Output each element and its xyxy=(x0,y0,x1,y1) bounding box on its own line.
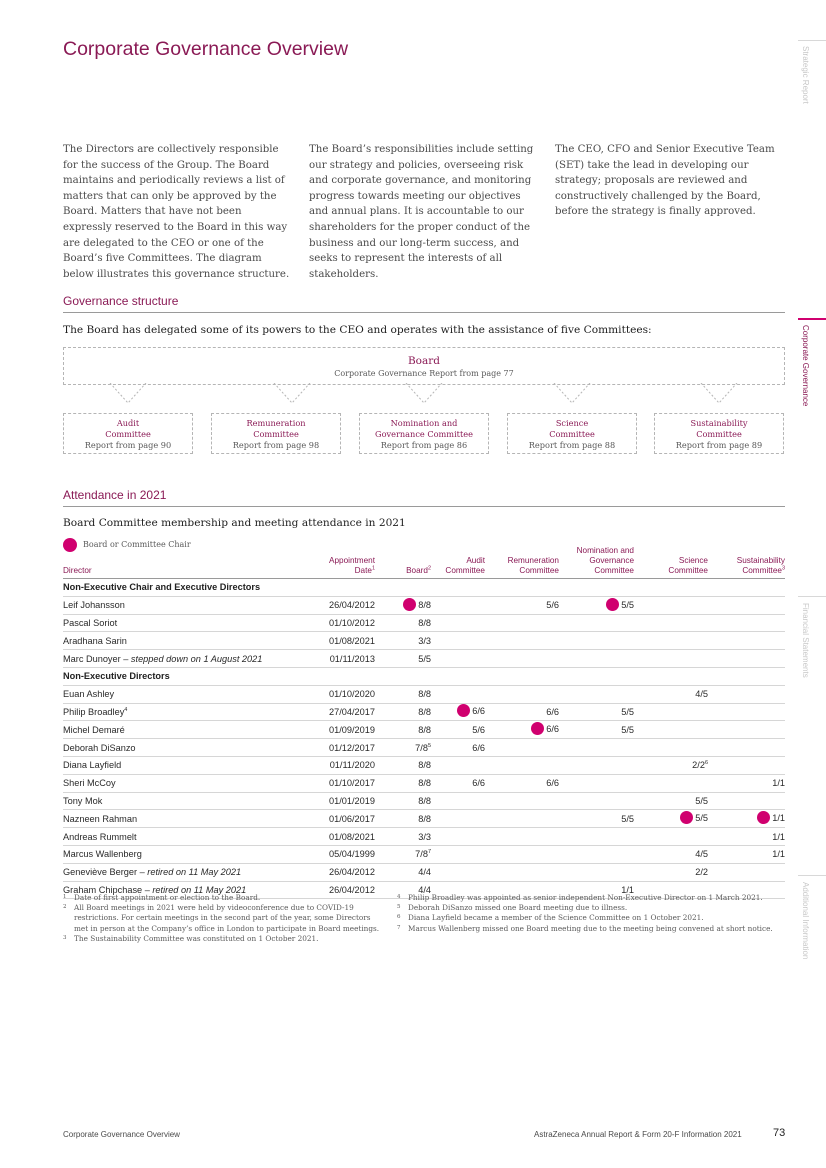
col-label: Sustainability xyxy=(736,556,785,565)
footnotes-right xyxy=(397,893,785,934)
footnote xyxy=(397,893,785,903)
committee-line1: Nomination and xyxy=(390,418,458,428)
name: Philip Broadley xyxy=(63,706,125,717)
science-attendance xyxy=(634,721,708,739)
director-name: Michel Demaré xyxy=(63,721,295,739)
director-name: Tony Mok xyxy=(63,792,295,810)
side-tab-corporate-governance[interactable]: Corporate Governance xyxy=(801,325,810,407)
table-row xyxy=(63,632,785,650)
audit-attendance xyxy=(431,756,485,774)
science-attendance xyxy=(634,739,708,757)
footnotes-left xyxy=(63,893,383,944)
nomination-attendance xyxy=(559,863,634,881)
col-label: Committee xyxy=(519,566,559,575)
group-label: Non-Executive Directors xyxy=(63,667,785,685)
nomination-attendance xyxy=(559,685,634,703)
committee-box-sustainability xyxy=(654,413,784,454)
connector-nomination xyxy=(406,383,442,403)
audit-attendance xyxy=(431,828,485,846)
footnote xyxy=(397,924,785,934)
board-attendance: 8/8 xyxy=(375,721,431,739)
footnote xyxy=(397,913,785,923)
audit-attendance xyxy=(431,863,485,881)
appointment-date: 01/01/2019 xyxy=(295,792,375,810)
chair-dot-icon xyxy=(457,704,470,717)
table-group-row xyxy=(63,579,785,597)
remuneration-attendance: 5/6 xyxy=(485,596,559,614)
nomination-attendance xyxy=(559,596,634,614)
table-row xyxy=(63,650,785,668)
director-name: Pascal Soriot xyxy=(63,614,295,632)
table-row xyxy=(63,828,785,846)
science-attendance: 5/5 xyxy=(634,792,708,810)
col-director xyxy=(63,546,295,579)
audit-attendance xyxy=(431,792,485,810)
side-tab-divider xyxy=(798,596,826,597)
footnote-number: 6 xyxy=(397,914,401,921)
table-row xyxy=(63,792,785,810)
committee-ref: Report from page 98 xyxy=(232,440,320,450)
director-name: Leif Johansson xyxy=(63,596,295,614)
side-tab-strategic-report[interactable]: Strategic Report xyxy=(801,46,810,104)
director-name: Deborah DiSanzo xyxy=(63,739,295,757)
audit-attendance xyxy=(431,703,485,721)
side-tab-financial-statements[interactable]: Financial Statements xyxy=(801,603,810,678)
nomination-attendance: 5/5 xyxy=(559,703,634,721)
sustainability-attendance xyxy=(708,739,785,757)
nomination-attendance xyxy=(559,650,634,668)
remuneration-attendance xyxy=(485,650,559,668)
science-attendance xyxy=(634,810,708,828)
science-attendance: 4/5 xyxy=(634,685,708,703)
science-attendance: $2/2^6$ xyxy=(634,756,708,774)
appointment-date: 01/11/2013 xyxy=(295,650,375,668)
audit-attendance xyxy=(431,685,485,703)
science-attendance xyxy=(634,614,708,632)
value: 1/1 xyxy=(772,813,785,824)
footnote-number: 3 xyxy=(63,934,67,941)
remuneration-attendance: 6/6 xyxy=(485,703,559,721)
board-attendance: 8/8 xyxy=(375,614,431,632)
nomination-attendance xyxy=(559,845,634,863)
remuneration-attendance xyxy=(485,863,559,881)
value: 6/6 xyxy=(472,706,485,717)
connector-science xyxy=(554,383,590,403)
committee-line2: Governance Committee xyxy=(375,429,473,439)
value: 7/8 xyxy=(415,849,428,860)
board-box xyxy=(63,347,785,385)
board-attendance: 8/8 xyxy=(375,792,431,810)
remuneration-attendance xyxy=(485,828,559,846)
nomination-attendance xyxy=(559,792,634,810)
table-row xyxy=(63,863,785,881)
sustainability-attendance xyxy=(708,863,785,881)
remuneration-attendance xyxy=(485,721,559,739)
col-label: Committee xyxy=(445,566,485,575)
sustainability-attendance xyxy=(708,614,785,632)
board-attendance: 8/8 xyxy=(375,685,431,703)
director-name: Diana Layfield xyxy=(63,756,295,774)
intro-column-2: The Board’s responsibilities include setting our strategy and policies, overseeing risk and corporate governance, and monitoring progress towards meeting our objectives and annual plans. It is accountable to our shareholders for the proper conduct of the business and our long-term success, and seeks to represent the interests of all stakeholders. xyxy=(309,144,534,280)
intro-column-1: The Directors are collectively responsible for the success of the Group. The Board maintains and periodically reviews a list of matters that can only be approved by the Board. Matters that have not been expressly reserved to the Board in this way are delegated to the CEO or one of the Board’s five Committees. The diagram below illustrates this governance structure. xyxy=(63,144,290,280)
appointment-date: 01/08/2021 xyxy=(295,632,375,650)
footnote-text: Marcus Wallenberg missed one Board meeting due to the meeting being convened at short notice. xyxy=(408,923,773,933)
col-label: Governance xyxy=(589,556,634,565)
director-name: Andreas Rummelt xyxy=(63,828,295,846)
col-label: Board xyxy=(406,566,428,575)
nomination-attendance xyxy=(559,614,634,632)
footnote-number: 5 xyxy=(397,904,401,911)
footnote-number: 4 xyxy=(397,894,401,900)
footer-section-title: Corporate Governance Overview xyxy=(63,1130,180,1139)
sustainability-attendance xyxy=(708,685,785,703)
footnote xyxy=(63,903,383,934)
committee-line1: Science xyxy=(555,418,589,428)
appointment-date: 05/04/1999 xyxy=(295,845,375,863)
col-label: Appointment xyxy=(329,556,375,565)
chair-dot-icon xyxy=(531,722,544,735)
sustainability-attendance xyxy=(708,792,785,810)
committee-line2: Committee xyxy=(696,429,742,439)
footnote-text: Date of first appointment or election to the Board. xyxy=(74,893,261,902)
board-ref: Corporate Governance Report from page 77 xyxy=(334,369,514,378)
footnote-text: Diana Layfield became a member of the Science Committee on 1 October 2021. xyxy=(408,913,704,923)
value: 2/2 xyxy=(692,760,705,771)
sustainability-attendance xyxy=(708,756,785,774)
table-row xyxy=(63,685,785,703)
table-row xyxy=(63,721,785,739)
nomination-attendance: 1/1 xyxy=(559,881,634,899)
value: 6/6 xyxy=(546,724,559,735)
sustainability-attendance xyxy=(708,632,785,650)
audit-attendance: 6/6 xyxy=(431,774,485,792)
chair-dot-icon xyxy=(403,598,416,611)
audit-attendance xyxy=(431,596,485,614)
page-number: 73 xyxy=(773,1127,786,1139)
director-name: Nazneen Rahman xyxy=(63,810,295,828)
side-tab-additional-information[interactable]: Additional Information xyxy=(801,882,810,960)
audit-attendance: 6/6 xyxy=(431,739,485,757)
table-row xyxy=(63,614,785,632)
value: 7/8 xyxy=(415,742,428,753)
nomination-attendance: 5/5 xyxy=(559,810,634,828)
board-attendance: 3/3 xyxy=(375,828,431,846)
chair-dot-icon xyxy=(757,811,770,824)
board-attendance: 8/8 xyxy=(375,810,431,828)
committee-line2: Committee xyxy=(549,429,595,439)
page-title: Corporate Governance Overview xyxy=(63,38,349,60)
committee-line1: Remuneration xyxy=(246,418,306,428)
science-attendance xyxy=(634,596,708,614)
committee-ref: Report from page 89 xyxy=(675,440,763,450)
board-attendance xyxy=(375,596,431,614)
footnote-number: 1 xyxy=(63,894,67,900)
chair-dot-icon xyxy=(680,811,693,824)
director-name: Sheri McCoy xyxy=(63,774,295,792)
remuneration-attendance xyxy=(485,792,559,810)
name: Marc Dunoyer xyxy=(63,653,121,664)
sustainability-attendance: 1/1 xyxy=(708,774,785,792)
sustainability-attendance xyxy=(708,721,785,739)
director-name: Graham Chipchase – retired on 11 May 2021 xyxy=(63,881,295,899)
committee-box-remuneration xyxy=(211,413,341,454)
board-attendance: 3/3 xyxy=(375,632,431,650)
remuneration-attendance xyxy=(485,810,559,828)
footnote-number: 7 xyxy=(397,924,401,931)
chair-legend-label: Board or Committee Chair xyxy=(83,540,191,549)
board-attendance: 4/4 xyxy=(375,881,431,899)
committee-line1: Sustainability xyxy=(690,418,748,428)
nomination-attendance: 5/5 xyxy=(559,721,634,739)
table-row xyxy=(63,810,785,828)
col-board: Board$^2$ xyxy=(375,546,431,579)
director-name: Aradhana Sarin xyxy=(63,632,295,650)
sustainability-attendance xyxy=(708,703,785,721)
appointment-date: 26/04/2012 xyxy=(295,881,375,899)
nomination-attendance xyxy=(559,774,634,792)
sustainability-attendance xyxy=(708,810,785,828)
side-tab-divider xyxy=(798,875,826,876)
attendance-heading: Attendance in 2021 xyxy=(63,488,785,507)
col-label: Committee xyxy=(668,566,708,575)
remuneration-attendance xyxy=(485,632,559,650)
value: 5/5 xyxy=(621,599,634,610)
col-appointment: Appointment Date$^1$ xyxy=(295,546,375,579)
governance-subheading: The Board has delegated some of its powers to the CEO and operates with the assistance of five Committees: xyxy=(63,324,652,336)
board-name: Board xyxy=(407,355,441,367)
science-attendance xyxy=(634,650,708,668)
audit-attendance xyxy=(431,845,485,863)
footnote-text: Philip Broadley was appointed as senior independent Non-Executive Director on 1 March 2021. xyxy=(408,893,763,902)
governance-heading: Governance structure xyxy=(63,294,785,313)
committee-box-nomination xyxy=(359,413,489,454)
remuneration-attendance xyxy=(485,756,559,774)
committee-box-audit xyxy=(63,413,193,454)
appointment-date: 01/10/2020 xyxy=(295,685,375,703)
nomination-attendance xyxy=(559,632,634,650)
footnote-text: All Board meetings in 2021 were held by videoconference due to COVID-19 restrictions. For certain meetings in the second part of the year, some Directors met in person at the Company’s office in London to participate in Board meetings. xyxy=(74,903,380,933)
committee-ref: Report from page 86 xyxy=(380,440,468,450)
value: 8/8 xyxy=(418,599,431,610)
footnote xyxy=(397,903,785,913)
table-row xyxy=(63,774,785,792)
intro-column-3: The CEO, CFO and Senior Executive Team (SET) take the lead in developing our strategy; proposals are reviewed and constructively challenged by the Board, before the strategy is finally approved. xyxy=(555,144,775,218)
connector-audit xyxy=(110,383,146,403)
sustainability-attendance xyxy=(708,596,785,614)
table-row xyxy=(63,845,785,863)
appointment-date: 01/11/2020 xyxy=(295,756,375,774)
col-remuneration xyxy=(485,546,559,579)
science-attendance xyxy=(634,828,708,846)
board-attendance: 5/5 xyxy=(375,650,431,668)
committee-box-science xyxy=(507,413,637,454)
footnote xyxy=(63,893,383,903)
table-row xyxy=(63,703,785,721)
name: Geneviève Berger xyxy=(63,867,138,878)
side-tab-divider-active xyxy=(798,318,826,320)
remuneration-attendance: 6/6 xyxy=(485,774,559,792)
director-name: Marcus Wallenberg xyxy=(63,845,295,863)
appointment-date: 01/12/2017 xyxy=(295,739,375,757)
col-label: Committee xyxy=(594,566,634,575)
appointment-date: 26/04/2012 xyxy=(295,596,375,614)
audit-attendance xyxy=(431,632,485,650)
col-audit xyxy=(431,546,485,579)
table-header-row xyxy=(63,546,785,579)
table-row xyxy=(63,596,785,614)
director-name: Euan Ashley xyxy=(63,685,295,703)
audit-attendance xyxy=(431,650,485,668)
science-attendance: 4/5 xyxy=(634,845,708,863)
col-label: Remuneration xyxy=(507,556,559,565)
board-attendance: $7/8^5$ xyxy=(375,739,431,757)
connector-sustainability xyxy=(701,383,737,403)
science-attendance xyxy=(634,703,708,721)
audit-attendance xyxy=(431,614,485,632)
side-tab-divider xyxy=(798,40,826,41)
committee-line2: Committee xyxy=(253,429,299,439)
sustainability-attendance xyxy=(708,650,785,668)
governance-connectors xyxy=(63,383,785,413)
director-note: retired on 11 May 2021 xyxy=(147,867,242,878)
board-attendance: $7/8^7$ xyxy=(375,845,431,863)
appointment-date: 27/04/2017 xyxy=(295,703,375,721)
sustainability-attendance: 1/1 xyxy=(708,828,785,846)
group-label: Non-Executive Chair and Executive Directors xyxy=(63,579,785,597)
science-attendance: 2/2 xyxy=(634,863,708,881)
appointment-date: 01/10/2017 xyxy=(295,774,375,792)
board-attendance: 4/4 xyxy=(375,863,431,881)
sustainability-attendance: 1/1 xyxy=(708,845,785,863)
col-science xyxy=(634,546,708,579)
director-name: Geneviève Berger – retired on 11 May 2021 xyxy=(63,863,295,881)
director-name: Philip Broadley$^4$ xyxy=(63,703,295,721)
appointment-date: 01/08/2021 xyxy=(295,828,375,846)
chair-dot-icon xyxy=(606,598,619,611)
science-attendance xyxy=(634,774,708,792)
value: 5/5 xyxy=(695,813,708,824)
committee-line2: Committee xyxy=(105,429,151,439)
audit-attendance xyxy=(431,810,485,828)
audit-attendance: 5/6 xyxy=(431,721,485,739)
attendance-table xyxy=(63,546,785,899)
table-group-row xyxy=(63,667,785,685)
remuneration-attendance xyxy=(485,685,559,703)
col-sustainability: Sustainability Committee$^3$ xyxy=(708,546,785,579)
director-name: Marc Dunoyer – stepped down on 1 August 2021 xyxy=(63,650,295,668)
science-attendance xyxy=(634,632,708,650)
col-label: Committee xyxy=(742,566,782,575)
table-row xyxy=(63,756,785,774)
attendance-subheading: Board Committee membership and meeting attendance in 2021 xyxy=(63,517,406,529)
remuneration-attendance xyxy=(485,845,559,863)
col-label: Science xyxy=(678,556,708,565)
connector-remuneration xyxy=(274,383,310,403)
board-attendance: 8/8 xyxy=(375,774,431,792)
remuneration-attendance xyxy=(485,739,559,757)
nomination-attendance xyxy=(559,828,634,846)
board-attendance: 8/8 xyxy=(375,756,431,774)
table-row xyxy=(63,739,785,757)
footnote-text: Deborah DiSanzo missed one Board meeting due to illness. xyxy=(408,903,628,913)
col-label: Date xyxy=(354,566,372,575)
appointment-date: 01/06/2017 xyxy=(295,810,375,828)
footnote-text: The Sustainability Committee was constituted on 1 October 2021. xyxy=(74,933,319,943)
appointment-date: 26/04/2012 xyxy=(295,863,375,881)
col-director-label: Director xyxy=(63,566,92,575)
appointment-date: 01/10/2012 xyxy=(295,614,375,632)
remuneration-attendance xyxy=(485,614,559,632)
committee-ref: Report from page 88 xyxy=(528,440,616,450)
name: Graham Chipchase xyxy=(63,884,143,895)
nomination-attendance xyxy=(559,756,634,774)
col-nomination xyxy=(559,546,634,579)
footer-publication: AstraZeneca Annual Report & Form 20-F Information 2021 xyxy=(534,1130,742,1139)
appointment-date: 01/09/2019 xyxy=(295,721,375,739)
footnote-number: 2 xyxy=(63,904,67,911)
col-label: Nomination and xyxy=(576,546,634,555)
committee-line1: Audit xyxy=(116,418,140,428)
director-note: retired on 11 May 2021 xyxy=(152,884,247,895)
footnote xyxy=(63,934,383,944)
board-attendance: 8/8 xyxy=(375,703,431,721)
col-label: Audit xyxy=(466,556,485,565)
director-note: stepped down on 1 August 2021 xyxy=(130,653,263,664)
nomination-attendance xyxy=(559,739,634,757)
committee-ref: Report from page 90 xyxy=(84,440,172,450)
